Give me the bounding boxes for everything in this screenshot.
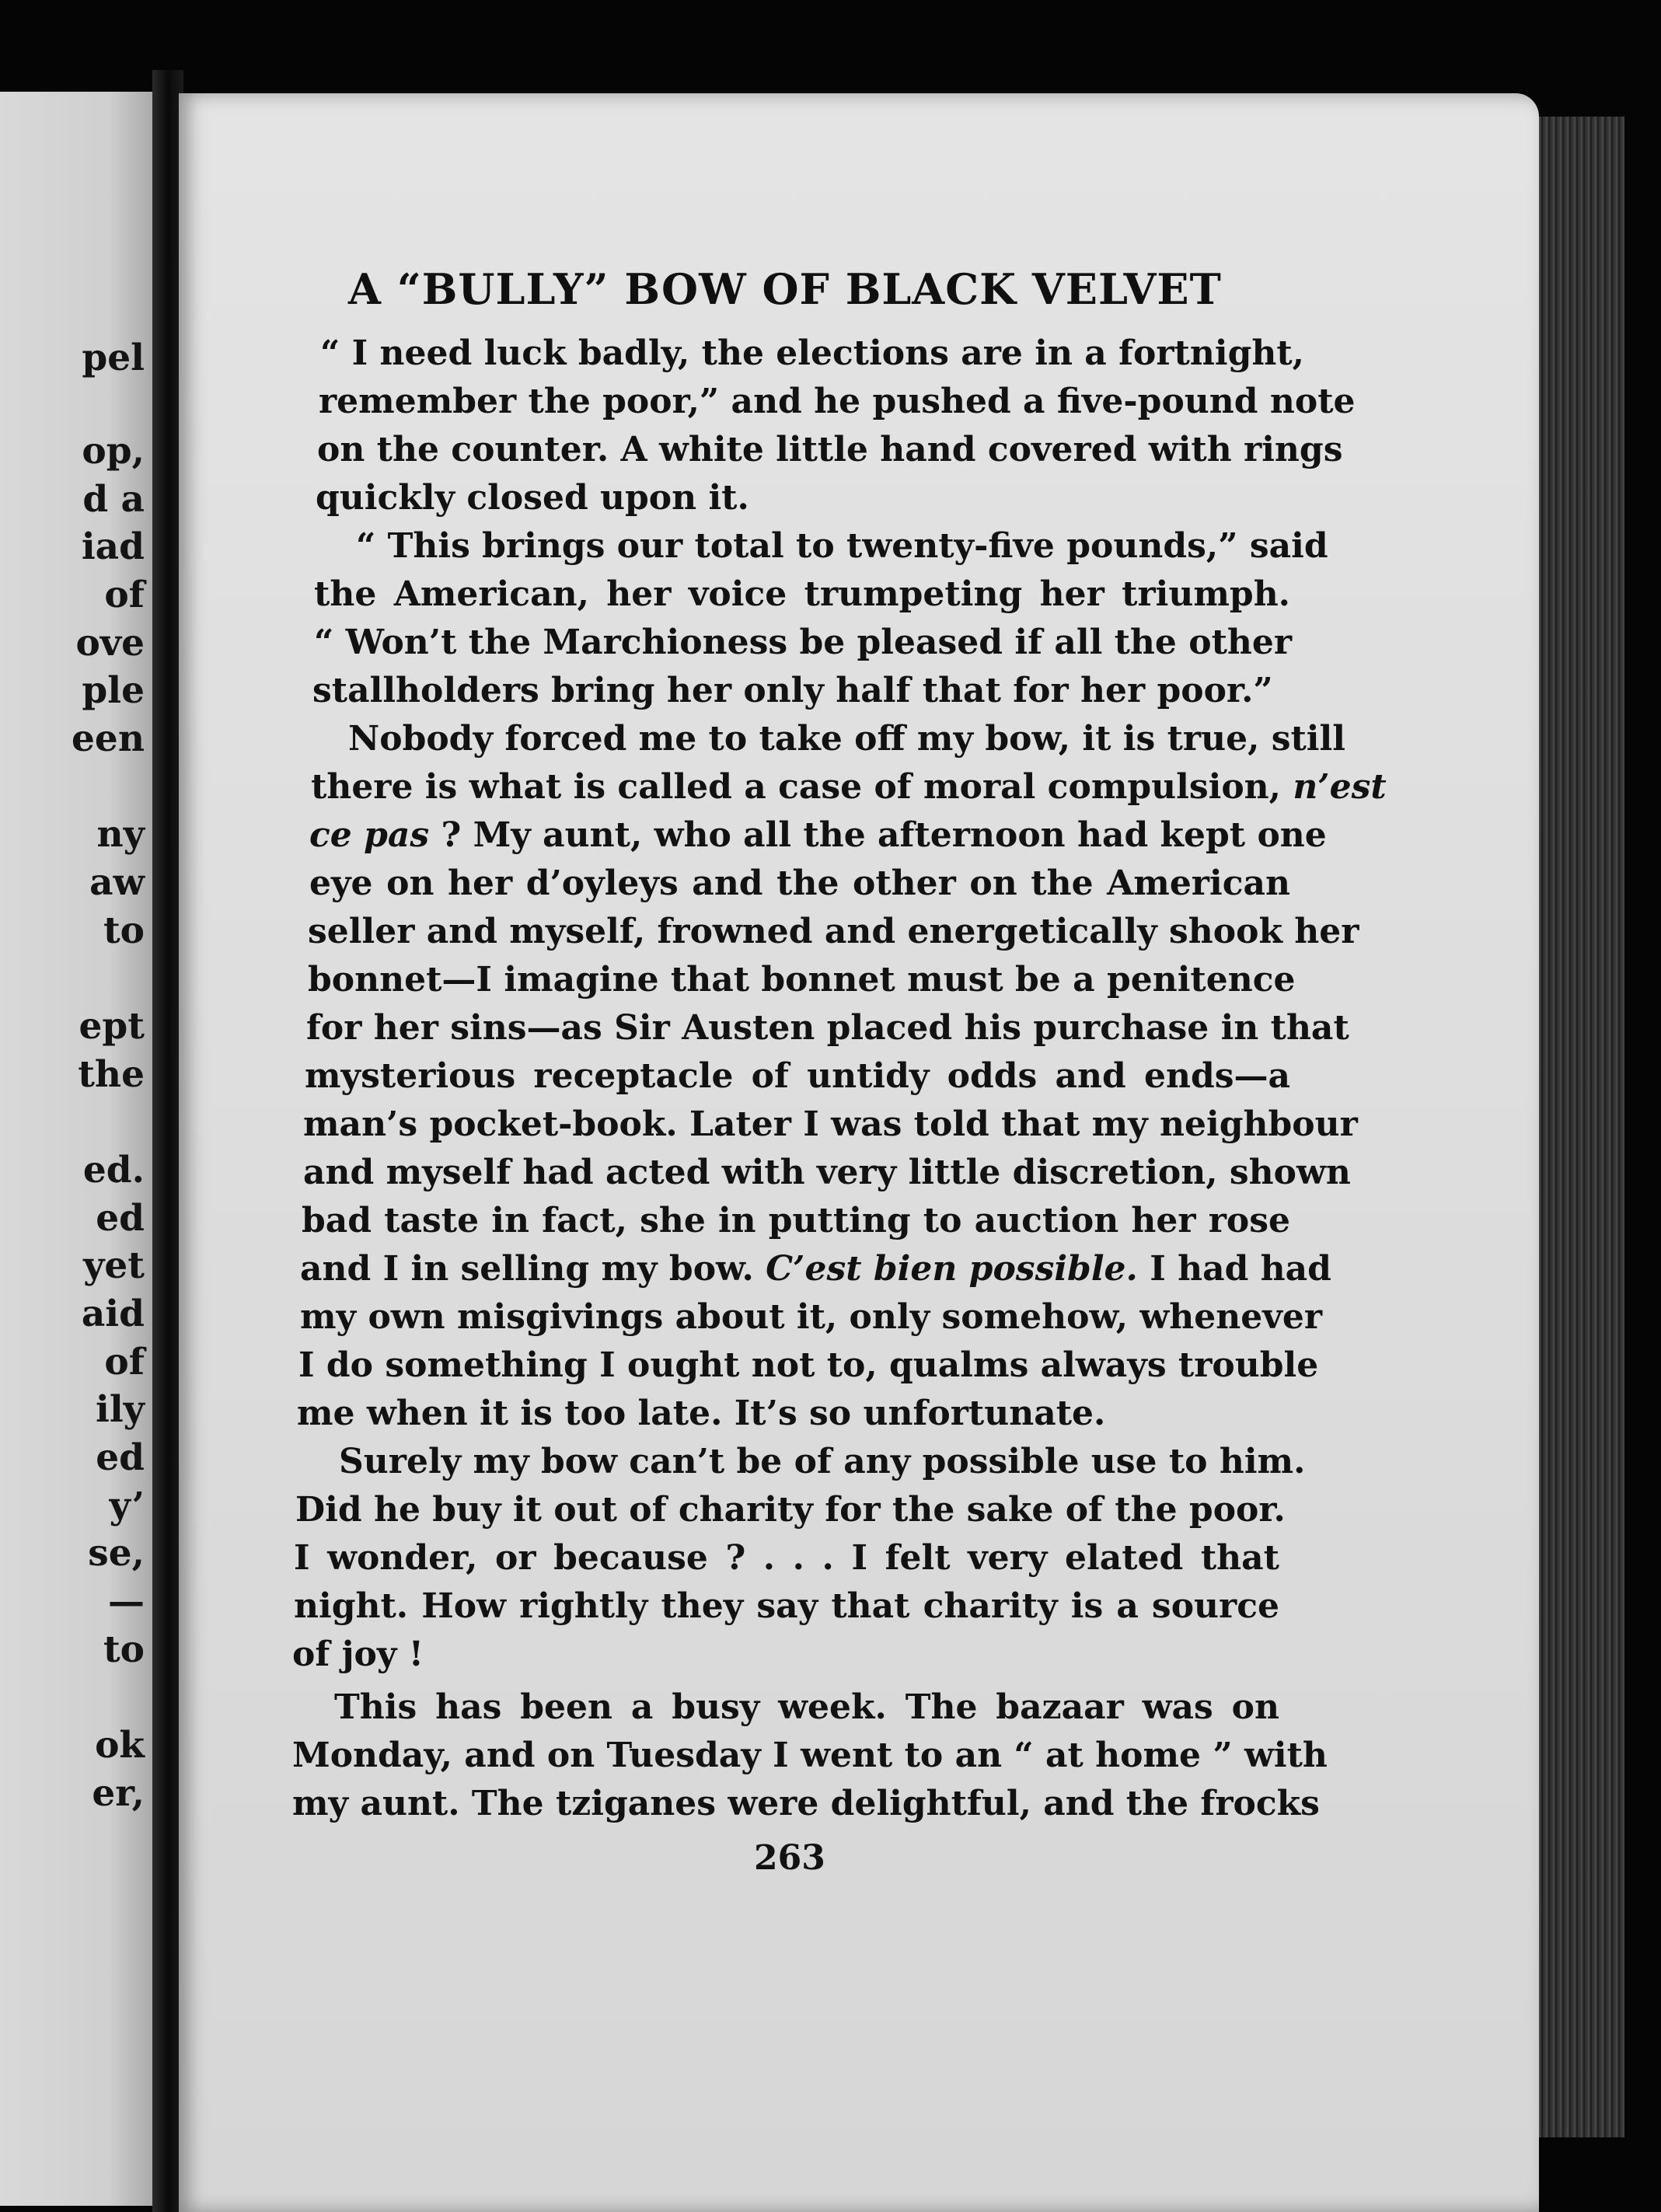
previous-page-fragment: ny: [96, 813, 145, 856]
text-line: my aunt. The tziganes were delightful, and the frocks: [292, 1784, 1320, 1823]
text-line: Did he buy it out of charity for the sake of the poor.: [295, 1490, 1286, 1530]
previous-page-fragment: to: [103, 909, 145, 952]
previous-page-fragment: yet: [83, 1244, 145, 1287]
italic-phrase: ce pas: [309, 815, 430, 855]
text-line: eye on her d’oyleys and the other on the American: [309, 864, 1290, 903]
previous-page-fragment: ed: [96, 1197, 145, 1240]
text-segment: and I in selling my bow.: [300, 1249, 754, 1289]
page-number: 263: [754, 1838, 825, 1878]
text-line: stallholders bring her only half that for her poor.”: [312, 671, 1273, 710]
previous-page-fragment: ok: [95, 1724, 145, 1767]
previous-page-fragment: se,: [88, 1532, 145, 1575]
previous-page-fragment: —: [108, 1580, 145, 1623]
previous-page-fragment: ple: [82, 669, 145, 712]
text-line: of joy !: [292, 1635, 424, 1674]
italic-phrase: n’est: [1293, 767, 1387, 807]
text-line: I do something I ought not to, qualms always trouble: [298, 1345, 1319, 1385]
previous-page-fragment: of: [104, 1341, 145, 1383]
text-line: on the counter. A white little hand covered with rings: [317, 430, 1343, 469]
text-line: bad taste in fact, she in putting to auction her rose: [302, 1201, 1290, 1240]
previous-page-fragment: aw: [89, 861, 145, 904]
previous-page-fragment: y’: [109, 1485, 145, 1527]
text-line: me when it is too late. It’s so unfortunate.: [297, 1394, 1106, 1433]
previous-page-fragment: op,: [82, 430, 145, 473]
text-line: night. How rightly they say that charity is a source: [294, 1586, 1279, 1626]
previous-page-fragment: er,: [92, 1772, 145, 1815]
previous-page-fragment: to: [103, 1628, 145, 1671]
previous-page-fragment: ed: [96, 1436, 145, 1479]
text-line: “ This brings our total to twenty-five pounds,” said: [356, 526, 1328, 566]
text-line: This has been a busy week. The bazaar was on: [334, 1687, 1279, 1727]
text-line: for her sins—as Sir Austen placed his purchase in that: [306, 1008, 1349, 1048]
text-line: remember the poor,” and he pushed a five-pound note: [319, 382, 1356, 421]
previous-page-fragment: pel: [82, 337, 145, 379]
text-line: “ I need luck badly, the elections are in a fortnight,: [320, 333, 1304, 373]
running-head: A “BULLY” BOW OF BLACK VELVET: [348, 264, 1222, 314]
previous-page-fragment: ove: [75, 622, 145, 665]
text-line: mysterious receptacle of untidy odds and ends—a: [305, 1056, 1290, 1096]
previous-page-fragment: aid: [81, 1293, 145, 1335]
previous-page-fragment: ed.: [82, 1149, 145, 1191]
text-line: the American, her voice trumpeting her triumph.: [314, 574, 1290, 614]
italic-phrase: C’est bien possible.: [766, 1249, 1138, 1289]
previous-page-fragment: of: [104, 574, 145, 616]
text-segment: there is what is called a case of moral compulsion,: [311, 767, 1281, 807]
text-line: man’s pocket-book. Later I was told that my neighbour: [303, 1104, 1358, 1144]
previous-page-fragment: iad: [81, 525, 145, 568]
previous-page-fragment: ept: [79, 1005, 145, 1048]
previous-page-fragment: the: [78, 1053, 145, 1096]
previous-page-fragment: d a: [82, 478, 145, 521]
text-line: [311, 764, 1387, 811]
text-line: seller and myself, frowned and energetically shook her: [308, 912, 1359, 951]
text-line: Surely my bow can’t be of any possible use to him.: [339, 1442, 1306, 1481]
text-line: my own misgivings about it, only somehow, whenever: [300, 1297, 1323, 1337]
previous-page-fragment: een: [72, 717, 145, 760]
text-line: [300, 1246, 1331, 1293]
text-line: bonnet—I imagine that bonnet must be a penitence: [308, 960, 1296, 1000]
previous-page-fragment: ily: [95, 1388, 145, 1431]
text-line: quickly closed upon it.: [316, 478, 749, 518]
text-line: I wonder, or because ? . . . I felt very elated that: [294, 1538, 1279, 1578]
text-segment: ? My aunt, who all the afternoon had kept one: [441, 815, 1327, 855]
text-line: [309, 812, 1327, 859]
previous-page: [0, 92, 155, 2206]
text-line: Nobody forced me to take off my bow, it is true, still: [348, 719, 1345, 759]
text-line: Monday, and on Tuesday I went to an “ at home ” with: [292, 1736, 1328, 1775]
text-segment: I had had: [1150, 1249, 1331, 1289]
text-line: “ Won’t the Marchioness be pleased if all the other: [314, 623, 1293, 662]
text-line: and myself had acted with very little discretion, shown: [303, 1153, 1351, 1192]
